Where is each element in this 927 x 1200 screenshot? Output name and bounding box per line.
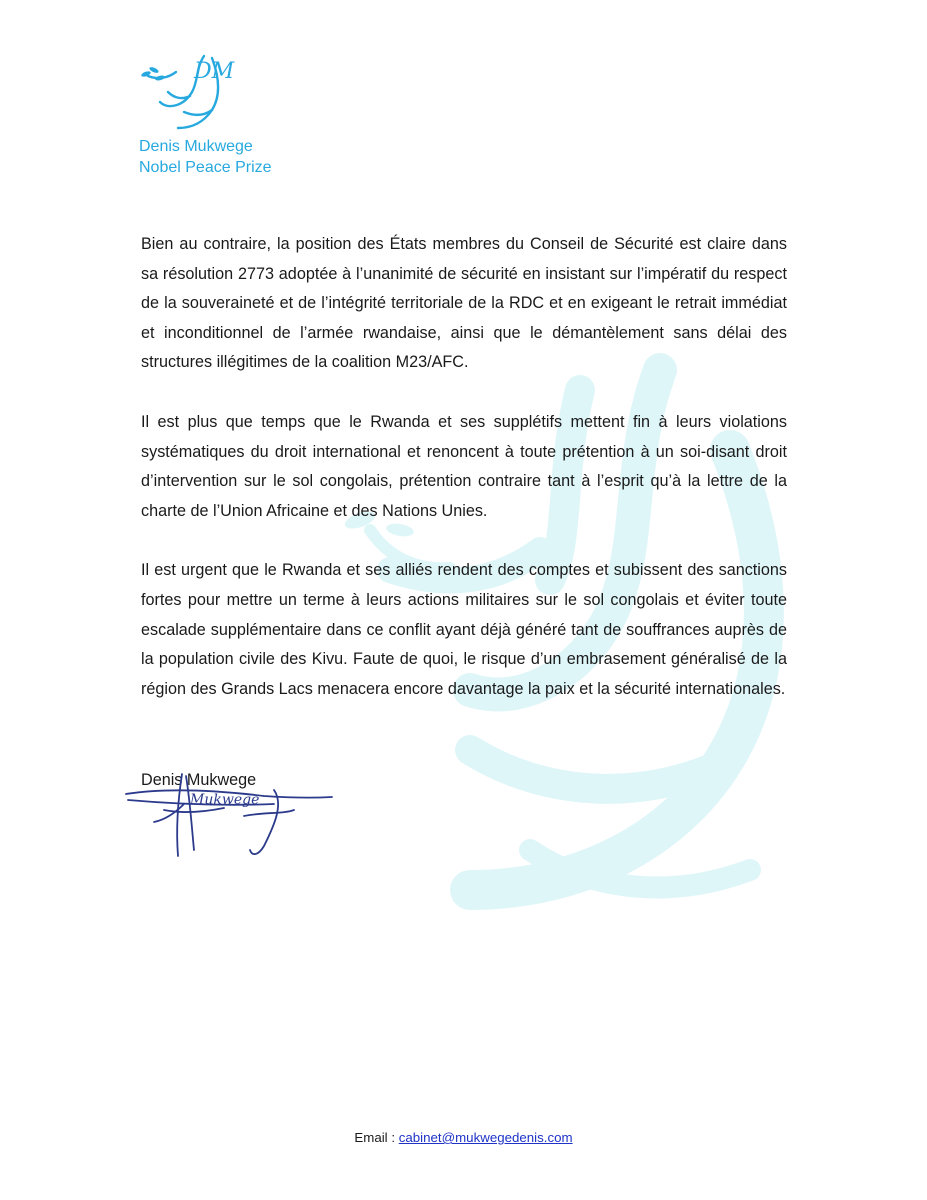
handwritten-signature [124,770,334,860]
paragraph-2: Il est plus que temps que le Rwanda et ses supplétifs mettent fin à leurs violations systématiques du droit international et renoncent à toute prétention à un soi-disant droit d’intervention sur le sol congolais, prétention contraire tant à l’esprit qu’à la lettre de la charte de l’Union Africaine et des Nations Unies. [141,412,787,520]
paragraph-3: Il est urgent que le Rwanda et ses alliés rendent des comptes et subissent des sanctions fortes pour mettre un terme à leurs actions militaires sur le sol congolais et éviter toute escalade supplémentaire dans ce conflit ayant déjà généré tant de souffrances auprès de la population civile des Kivu. Faute de quoi, le risque d’un embrasement généralisé de la région des Grands Lacs menacera encore davantage la paix et la sécurité internationales. [141,561,787,698]
signature-text: Mukwege [190,792,260,808]
org-name: Denis Mukwege [139,138,253,155]
paragraph-1: Bien au contraire, la position des États membres du Conseil de Sécurité est claire dans sa résolution 2773 adoptée à l’unanimité de sécurité en insistant sur l’impératif du respect de la souveraineté et de l’intégrité territoriale de la RDC et en exigeant le retrait immédiat et inconditionnel de l’armée rwandaise, ainsi que le démantèlement sans délai des structures illégitimes de la coalition M23/AFC. [141,235,787,372]
logo-monogram: DM [194,59,235,84]
footer [0,1130,927,1145]
signer-name: Denis Mukwege [141,771,257,789]
dove-logo-icon [138,48,248,138]
letter-body [141,230,787,734]
email-label: Email : [354,1130,396,1145]
org-prize: Nobel Peace Prize [139,159,272,176]
email-link[interactable]: cabinet@mukwegedenis.com [398,1130,573,1145]
